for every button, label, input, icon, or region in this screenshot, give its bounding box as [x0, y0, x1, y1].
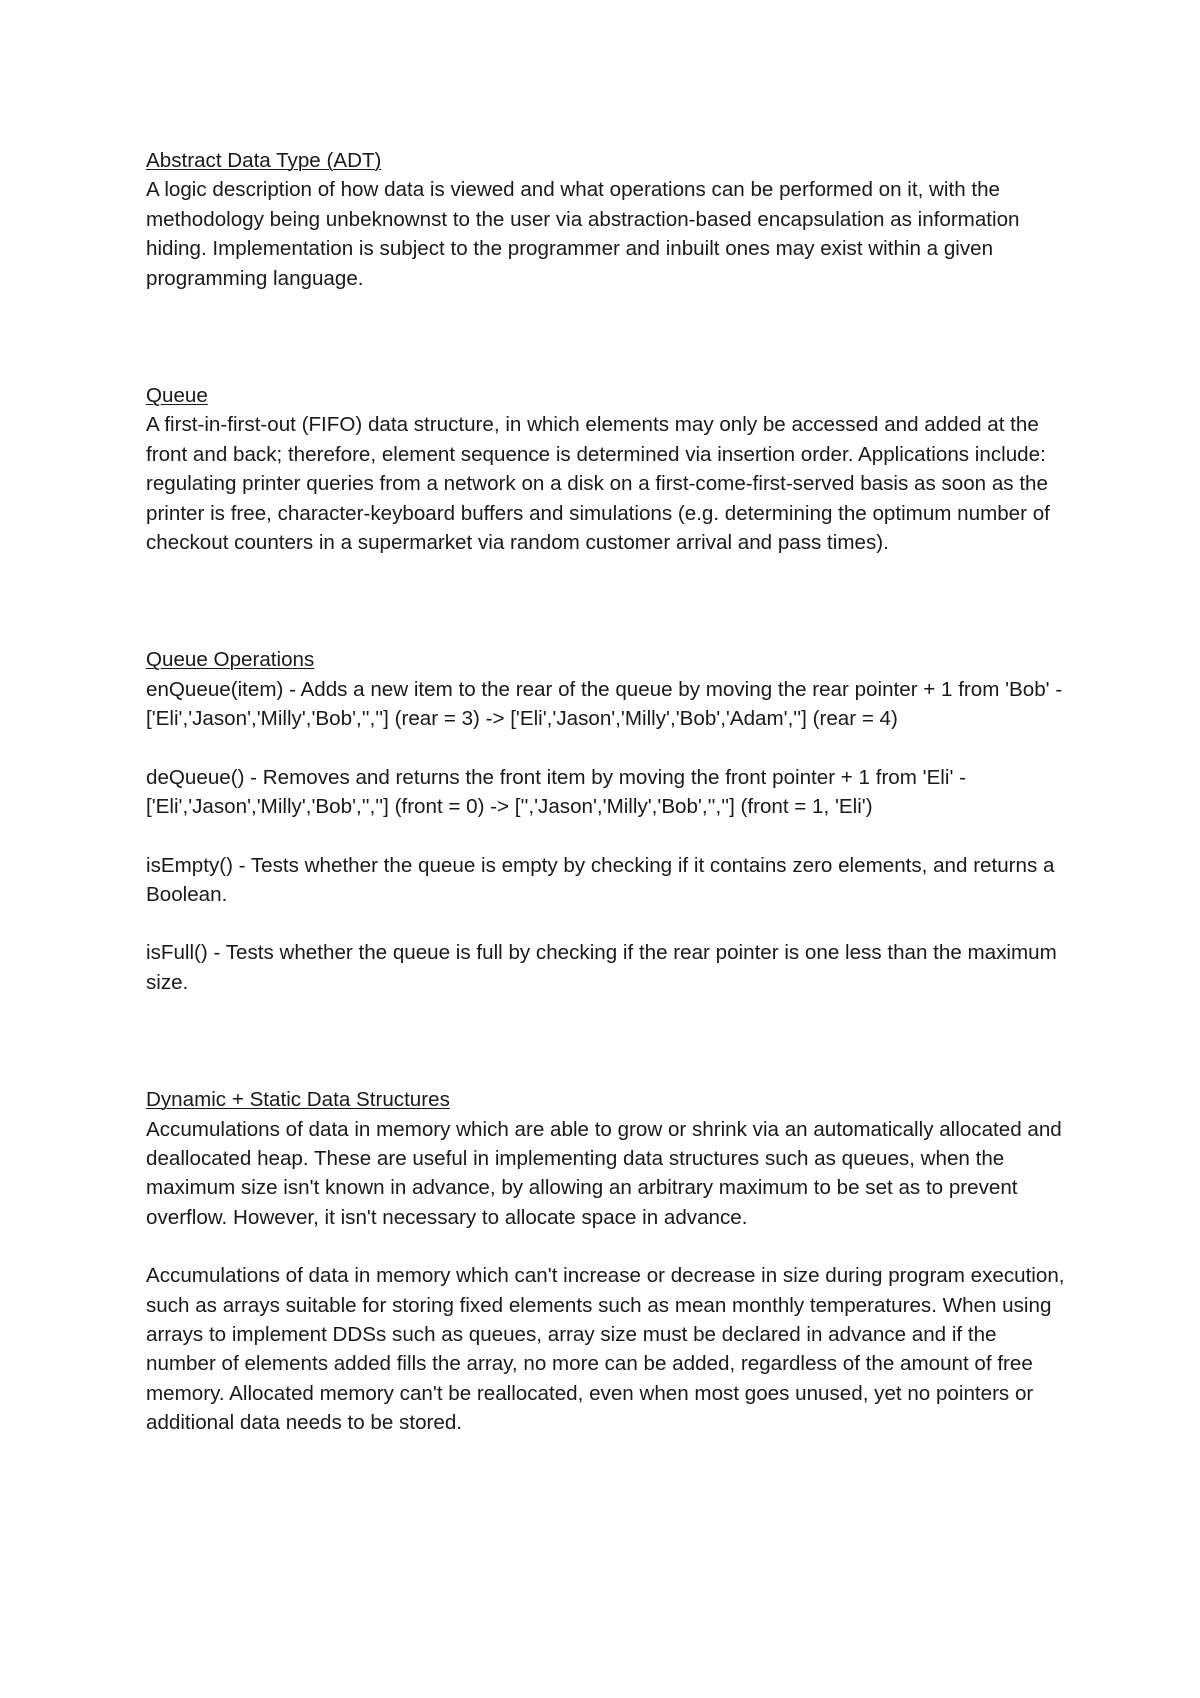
section-heading-dynamic-static: Dynamic + Static Data Structures: [146, 1088, 450, 1112]
paragraph-static: Accumulations of data in memory which can't increase or decrease in size during program execution, such as arrays suitable for storing fixed elements such as mean monthly temperatures. When using arrays to implement DDSs such as queues, array size must be declared in advance and if the number of elements added fills the array, no more can be added, regardless of the amount of free memory. Allocated memory can't be reallocated, even when most goes unused, yet no pointers or additional data needs to be stored.: [146, 1264, 1065, 1435]
paragraph-spacer: [146, 909, 1066, 938]
section-queue: [146, 381, 1066, 557]
document-page: [146, 146, 1066, 1438]
section-adt: [146, 146, 1066, 293]
section-heading-queue-operations: Queue Operations: [146, 648, 315, 672]
paragraph-dynamic: Accumulations of data in memory which are able to grow or shrink via an automatically allocated and deallocated heap. These are useful in implementing data structures such as queues, when the maximum size isn't known in advance, by allowing an arbitrary maximum to be set as to prevent overflow. However, it isn't necessary to allocate space in advance.: [146, 1117, 1062, 1229]
section-spacer: [146, 997, 1066, 1085]
paragraph-spacer: [146, 822, 1066, 851]
section-body-adt: A logic description of how data is viewed and what operations can be performed on it, with the methodology being unbeknownst to the user via abstraction-based encapsulation as information hiding. Implementation is subject to the programmer and inbuilt ones may exist within a given programming language.: [146, 178, 1020, 290]
operation-isfull: isFull() - Tests whether the queue is full by checking if the rear pointer is one less than the maximum size.: [146, 941, 1057, 994]
section-spacer: [146, 557, 1066, 645]
section-spacer: [146, 293, 1066, 381]
section-dynamic-static: [146, 1085, 1066, 1437]
section-heading-queue: Queue: [146, 384, 208, 408]
operation-dequeue: deQueue() - Removes and returns the front item by moving the front pointer + 1 from 'Eli' - ['Eli','Jason','Milly','Bob','',''] (front = 0) -> ['','Jason','Milly','Bob','',''] (front = 1, 'Eli'): [146, 765, 966, 819]
section-heading-adt: Abstract Data Type (ADT): [146, 149, 382, 172]
section-queue-operations: [146, 645, 1066, 997]
section-body-queue: A first-in-first-out (FIFO) data structure, in which elements may only be accessed and added at the front and back; therefore, element sequence is determined via insertion order. Applications include: regulating printer queries from a network on a disk on a first-come-first-served basis as soon as the printer is free, character-keyboard buffers and simulations (e.g. determining the optimum number of checkout counters in a supermarket via random customer arrival and pass times).: [146, 413, 1050, 555]
operation-enqueue: enQueue(item) - Adds a new item to the rear of the queue by moving the rear pointer + 1 from 'Bob' -['Eli','Jason','Milly','Bob','',''] (rear = 3) -> ['Eli','Jason','Milly','Bob','Adam',''] (rear = 4): [146, 677, 1063, 731]
paragraph-spacer: [146, 734, 1066, 763]
paragraph-spacer: [146, 1232, 1066, 1261]
operation-isempty: isEmpty() - Tests whether the queue is empty by checking if it contains zero elements, and returns a Boolean.: [146, 853, 1055, 906]
